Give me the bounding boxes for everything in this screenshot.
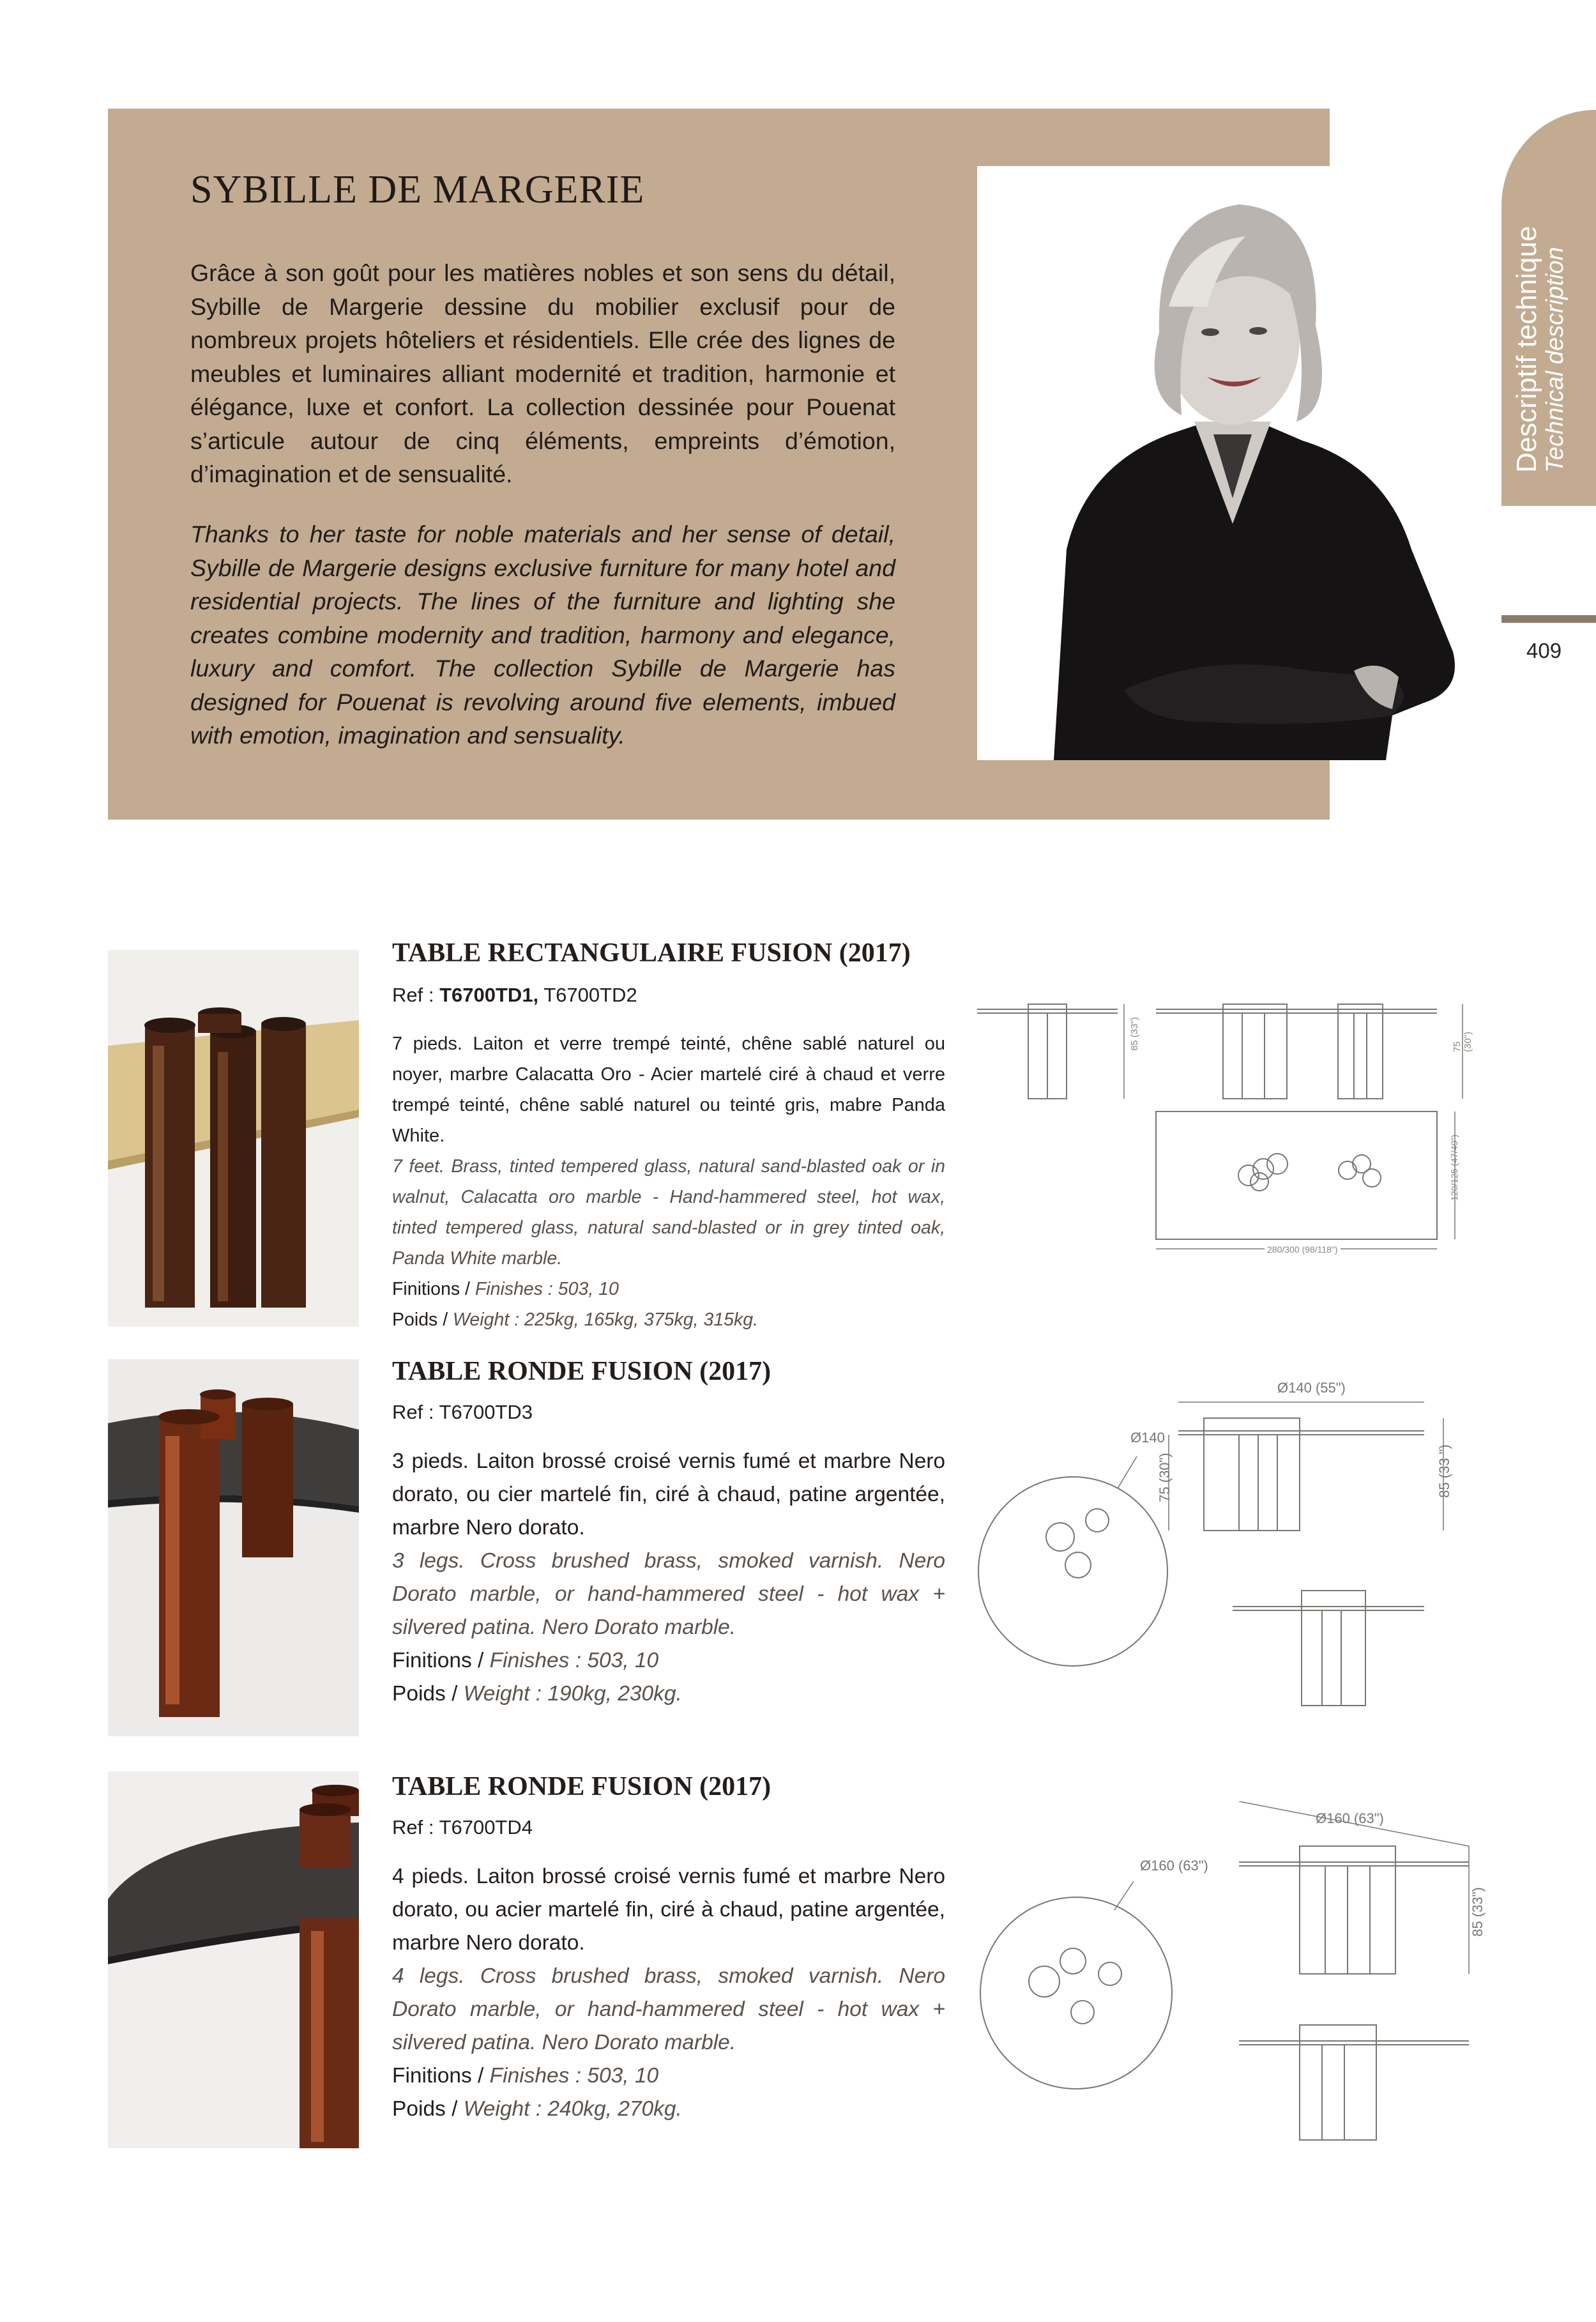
description-french: 4 pieds. Laiton brossé croisé vernis fumé et marbre Nero dorato, ou acier martelé fin, ciré à chaud, patine argentée, marbre Nero dorato. — [392, 1865, 945, 1955]
description-french: 7 pieds. Laiton et verre trempé teinté, chêne sablé naturel ou noyer, marbre Calacatta Oro - Acier martelé ciré à chaud et verre trempé teinté, chêne sablé naturel ou teinté gris, mabre Panda White. — [392, 1034, 945, 1146]
finishes-line — [392, 2059, 945, 2093]
product-ref-3 — [392, 1816, 533, 1839]
designer-bio-english: Thanks to her taste for noble materials and her sense of detail, Sybille de Margerie designs exclusive furniture for many hotel and residential projects. The lines of the furniture and lighting she creates combine modernity and tradition, harmony and elegance, luxury and comfort. The collection Sybille de Margerie has designed for Pouenat is revolving around five elements, imbued with emotion, imagination and sensuality. — [190, 521, 895, 749]
weight-label: Poids / — [392, 2097, 464, 2121]
description-english: 3 legs. Cross brushed brass, smoked varnish. Nero Dorato marble, or hand-hammered steel - hot wax + silvered patina. Nero Dorato marble. — [392, 1549, 945, 1639]
section-tab-text — [1512, 226, 1569, 473]
product-photo — [108, 950, 359, 1327]
dimension-plan: Ø160 (63") — [1140, 1858, 1208, 1874]
product-photo-3 — [108, 1771, 359, 2148]
description-french: 3 pieds. Laiton brossé croisé vernis fumé et marbre Nero dorato, ou cier martelé fin, ciré à chaud, patine argentée, marbre Nero dorato. — [392, 1449, 945, 1539]
product-photo-2 — [108, 1359, 359, 1736]
dimension-left: 75 (30") — [1156, 1453, 1173, 1502]
rectangular-table-photo — [108, 950, 359, 1327]
ref-label: Ref : — [392, 1401, 439, 1423]
finishes-label: Finitions / — [392, 2064, 490, 2088]
ref-main: T6700TD3 — [439, 1401, 533, 1423]
technical-drawing-1 — [964, 990, 1475, 1265]
product-title-3: TABLE RONDE FUSION (2017) — [392, 1772, 771, 1801]
ref-label: Ref : — [392, 984, 440, 1006]
ref-alt: T6700TD2 — [538, 984, 637, 1006]
ref-label: Ref : — [392, 1816, 439, 1838]
dimension-top: Ø160 (63") — [1316, 1810, 1384, 1826]
page-number-rule — [1501, 615, 1596, 623]
finishes-line — [392, 1644, 945, 1677]
weight-value: Weight : 190kg, 230kg. — [463, 1682, 682, 1706]
weight-label: Poids / — [392, 1310, 453, 1330]
dimension-length: 280/300 (98/118") — [1265, 1244, 1341, 1255]
product-description-2 — [392, 1445, 945, 1711]
ref-main: T6700TD1, — [439, 984, 539, 1006]
product-description-1 — [392, 1028, 945, 1335]
product-ref-1 — [392, 984, 637, 1007]
product-description-3 — [392, 1860, 945, 2126]
product-title-1: TABLE RECTANGULAIRE FUSION (2017) — [392, 938, 911, 968]
technical-drawing-2 — [977, 1373, 1475, 1731]
dimension-right: 75 (30") — [1452, 1032, 1473, 1052]
section-title-english: Technical description — [1542, 247, 1569, 473]
dimension-height: 85 (33") — [1129, 1017, 1140, 1051]
designer-portrait — [977, 166, 1486, 760]
description-english: 4 legs. Cross brushed brass, smoked varnish. Nero Dorato marble, or hand-hammered steel - hot wax + silvered patina. Nero Dorato marble. — [392, 1964, 945, 2054]
weight-line — [392, 2093, 945, 2126]
round-table-4-legs-photo — [108, 1771, 359, 2148]
finishes-label: Finitions / — [392, 1649, 490, 1672]
dimension-top: Ø140 (55") — [1277, 1380, 1346, 1396]
finishes-value: Finishes : 503, 10 — [475, 1279, 619, 1299]
description-english: 7 feet. Brass, tinted tempered glass, natural sand-blasted oak or in walnut, Calacatta oro marble - Hand-hammered steel, hot wax, tinted tempered glass, natural sand-blasted or in grey tinted oak, Panda White marble. — [392, 1156, 945, 1269]
finishes-value: Finishes : 503, 10 — [489, 2064, 659, 2088]
product-ref-2 — [392, 1401, 533, 1424]
dimension-right: 85 (33 ") — [1436, 1444, 1452, 1498]
dimension-right: 85 (33") — [1469, 1887, 1486, 1937]
weight-value: Weight : 240kg, 270kg. — [463, 2097, 682, 2121]
dimension-width: 120/125 (47/49") — [1448, 1134, 1459, 1201]
weight-line — [392, 1304, 945, 1335]
finishes-label: Finitions / — [392, 1279, 475, 1299]
finishes-value: Finishes : 503, 10 — [489, 1649, 659, 1672]
finishes-line — [392, 1274, 945, 1304]
page-number: 409 — [1526, 639, 1562, 662]
dimension-plan: Ø140 — [1130, 1430, 1165, 1446]
technical-drawing-3 — [971, 1801, 1486, 2159]
ref-main: T6700TD4 — [439, 1816, 533, 1838]
designer-name: SYBILLE DE MARGERIE — [190, 168, 645, 211]
weight-label: Poids / — [392, 1682, 464, 1706]
round-table-3-legs-photo — [108, 1359, 359, 1736]
weight-line — [392, 1677, 945, 1711]
weight-value: Weight : 225kg, 165kg, 375kg, 315kg. — [453, 1310, 759, 1330]
portrait-illustration — [977, 166, 1486, 760]
section-title-french: Descriptif technique — [1511, 225, 1542, 473]
designer-bio-french: Grâce à son goût pour les matières nobles et son sens du détail, Sybille de Margerie dessine du mobilier exclusif pour de nombreux projets hôteliers et résidentiels. Elle crée des lignes de meubles et luminaires alliant modernité et tradition, harmonie et élégance, luxe et confort. La collection dessinée pour Pouenat s’articule autour de cinq éléments, empreints d’émotion, d’imagination et de sensualité. — [190, 259, 895, 487]
product-title-2: TABLE RONDE FUSION (2017) — [392, 1357, 771, 1386]
